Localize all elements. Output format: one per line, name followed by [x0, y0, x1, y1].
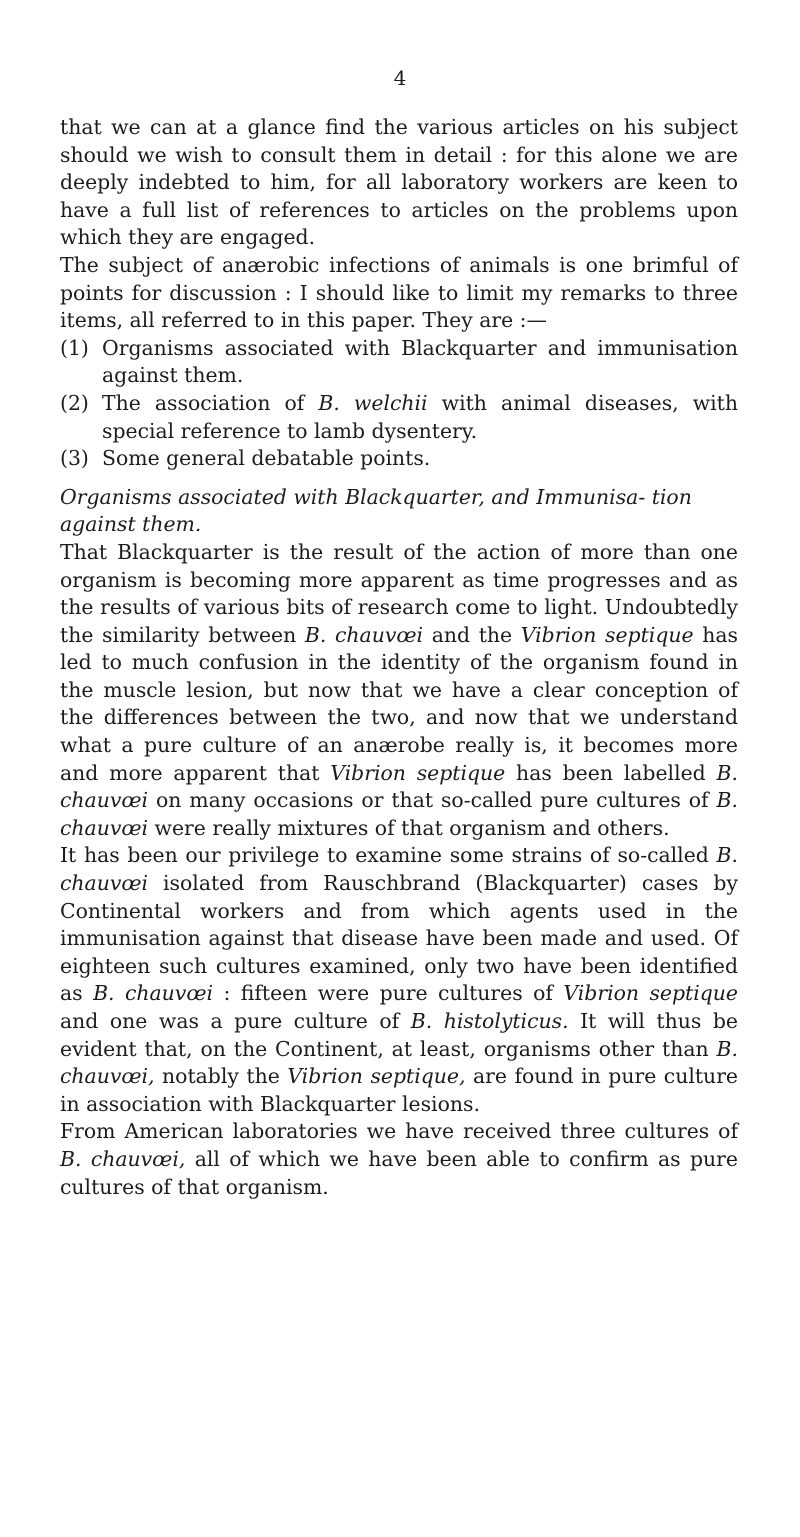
section-heading: Organisms associated with Blackquarter, and Immunisa- tion against them. — [60, 484, 692, 537]
page-number: 4 — [393, 66, 407, 90]
text-run: : fifteen were pure cultures of — [213, 981, 564, 1006]
paragraph-continuation: that we can at a glance find the various articles on his subject should we wish to consult them in detail : for this alone we are deeply indebted to him, for all laboratory workers are keen to have a full list of references to articles on the problems upon which they are engaged. — [60, 115, 738, 250]
paragraph-american — [60, 1118, 738, 1201]
paragraph-blackquarter — [60, 539, 738, 843]
species-name: B. welchii — [318, 390, 428, 415]
list-text: Organisms associated with Blackquarter and immunisation against them. — [102, 335, 738, 388]
text-run: It has been our privilege to examine some strains of so-called — [60, 843, 717, 868]
text-run: and the — [423, 622, 521, 647]
species-name: B. chauvœi — [304, 622, 424, 647]
species-name: Vibrion septique, — [287, 1064, 466, 1089]
list-text: The association of — [102, 390, 319, 415]
text-run: It will thus be evident that, on the Continent, at least, organisms other than — [60, 1009, 738, 1061]
list-item-1 — [60, 335, 738, 390]
species-name: B. chauvœi, — [60, 1146, 186, 1171]
text-run: all of which we have been able to confirm as pure cultures of that organism. — [60, 1146, 738, 1199]
text-run: From American laboratories we have received three cultures of — [60, 1119, 738, 1144]
text-run: are found in pure culture in association with Blackquarter lesions. — [60, 1064, 739, 1116]
species-name: B. histolyticus. — [410, 1009, 569, 1033]
text-run: were really mixtures of that organism and others. — [148, 815, 670, 840]
species-name: B. chauvœi, — [60, 1036, 738, 1089]
species-name: B. chauvœi — [60, 760, 738, 813]
page-body — [60, 114, 738, 1201]
list-number: (1) — [60, 335, 89, 360]
text-run: notably the — [154, 1064, 288, 1089]
list-number: (3) — [60, 446, 89, 471]
list-item-2 — [60, 390, 738, 445]
paragraph-strains — [60, 842, 738, 1118]
species-name: Vibrion septique — [520, 622, 694, 647]
text-run: has led to much confusion in the identity of the organism found in the muscle lesion, but now that we have a clear conception of the differences between the two, and now that we understand what a pure culture of an anærobe really is, it becomes more and more apparent that — [60, 622, 738, 785]
paragraph-intro: The subject of anærobic infections of animals is one brimful of points for discussion : I should like to limit my remarks to three items, all referred to in this paper. They are :— — [60, 252, 738, 333]
species-name: B. chauvœi — [93, 981, 214, 1006]
list-item-3 — [60, 445, 738, 473]
text-run: on many occasions or that so-called pure cultures of — [148, 788, 717, 813]
species-name: B. chauvœi — [60, 843, 738, 896]
text-run: and one was a pure culture of — [60, 1009, 411, 1033]
species-name: Vibrion septique — [330, 760, 506, 785]
species-name: Vibrion septique — [563, 981, 738, 1006]
text-run: That Blackquarter is the result of the action of more than one organism is becoming more apparent as time progresses and as the results of various bits of research come to light. Undoubtedly the similarity between — [60, 539, 738, 647]
species-name: B. chauvœi — [60, 788, 738, 840]
text-run: isolated from Rauschbrand (Blackquarter) cases by Continental workers and from which agents used in the immunisation against that disease have been made and used. Of eighteen such cultures examined, only two have been identified as — [60, 871, 738, 1006]
text-run: has been labelled — [505, 760, 717, 785]
list-number: (2) — [60, 390, 89, 415]
list-text: Some general debatable points. — [102, 446, 431, 471]
list-text: with animal diseases, with special reference to lamb dysentery. — [102, 390, 738, 443]
